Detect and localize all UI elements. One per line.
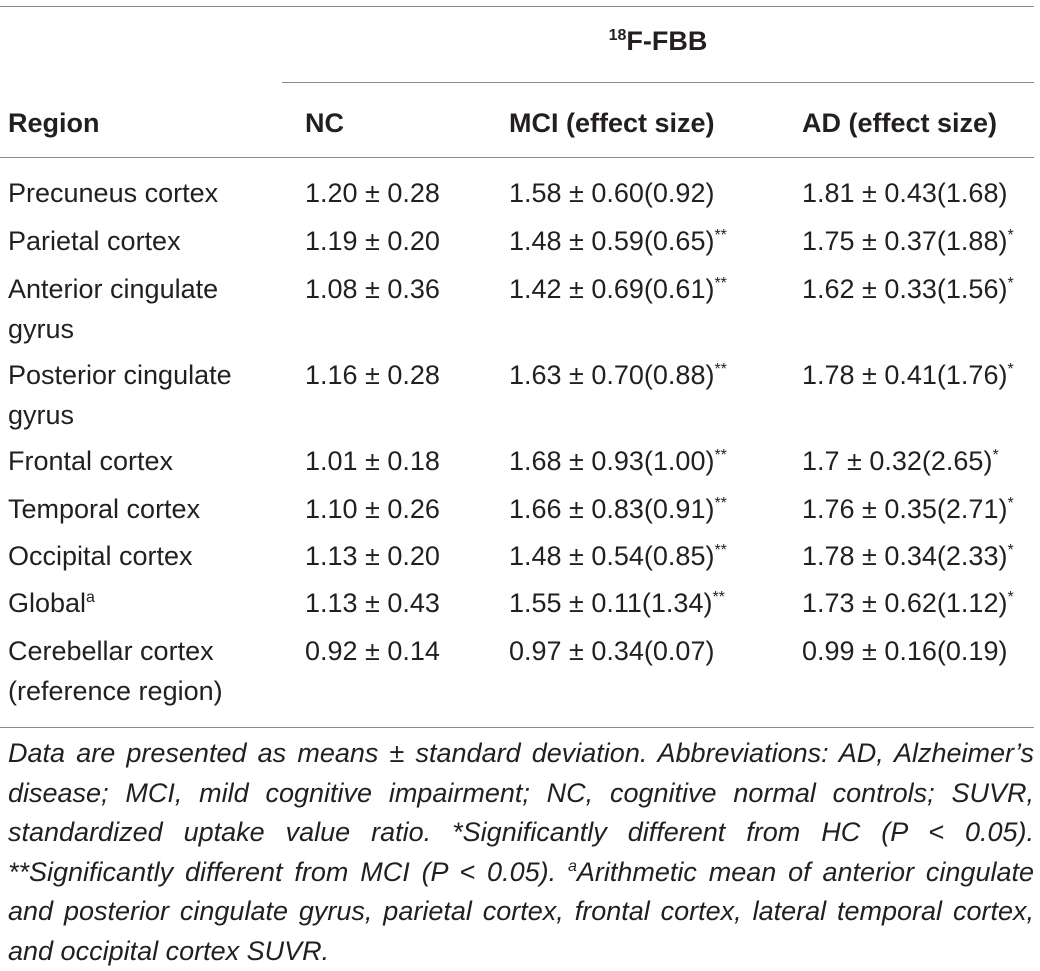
ad-significance-marker: * — [1007, 227, 1014, 244]
nc-value-cell: 0.92 ± 0.14 — [305, 636, 440, 666]
ad-value-cell — [802, 222, 1014, 262]
mci-value: 1.48 ± 0.59(0.65) — [509, 226, 715, 256]
mci-value: 1.42 ± 0.69(0.61) — [509, 274, 715, 304]
footnote-text-continued: Arithmetic mean of anterior cingulate and posterior cingulate gyrus, parietal cortex, frontal cortex, lateral temporal cortex, and occipital cortex SUVR. — [8, 856, 1034, 966]
region-label: Anterior cingulate gyrus — [8, 274, 219, 344]
region-label: Parietal cortex — [8, 226, 181, 256]
group-header-label: F-FBB — [626, 26, 708, 56]
nc-value-cell: 1.16 ± 0.28 — [305, 360, 440, 390]
region-label: Cerebellar cortex (reference region) — [8, 636, 223, 706]
ad-value-cell — [802, 632, 1007, 672]
ad-significance-marker: * — [1007, 275, 1014, 292]
ad-significance-marker: * — [992, 447, 999, 464]
region-cell — [8, 490, 288, 530]
ad-significance-marker: * — [1007, 542, 1014, 559]
mci-value: 1.68 ± 0.93(1.00) — [509, 446, 715, 476]
mci-significance-marker: ** — [714, 361, 727, 378]
region-footnote-marker: a — [86, 589, 95, 606]
region-label: Precuneus cortex — [8, 178, 219, 208]
table-bottom-rule — [0, 727, 1034, 728]
ad-value: 1.75 ± 0.37(1.88) — [802, 226, 1008, 256]
nc-value-cell: 1.13 ± 0.43 — [305, 588, 440, 618]
mci-significance-marker: ** — [712, 589, 725, 606]
mci-value: 1.48 ± 0.54(0.85) — [509, 541, 715, 571]
nc-value-cell: 1.19 ± 0.20 — [305, 226, 440, 256]
mci-value: 1.66 ± 0.83(0.91) — [509, 494, 715, 524]
mci-value-cell — [509, 632, 714, 672]
mci-significance-marker: ** — [714, 447, 727, 464]
mci-value: 0.97 ± 0.34(0.07) — [509, 636, 715, 666]
ad-value-cell — [802, 490, 1014, 530]
column-header-nc: NC — [305, 108, 344, 138]
region-label: Global — [8, 588, 87, 618]
region-cell — [8, 584, 288, 624]
column-header-mci: MCI (effect size) — [509, 108, 715, 138]
region-cell — [8, 442, 288, 482]
mci-value-cell — [509, 442, 727, 482]
mci-significance-marker: ** — [714, 542, 727, 559]
ad-value-cell — [802, 442, 999, 482]
ad-significance-marker: * — [1007, 589, 1014, 606]
ad-value-cell — [802, 584, 1014, 624]
nc-value-cell: 1.01 ± 0.18 — [305, 446, 440, 476]
region-cell — [8, 537, 288, 577]
nc-value-cell: 1.13 ± 0.20 — [305, 541, 440, 571]
ad-value: 1.78 ± 0.41(1.76) — [802, 360, 1008, 390]
header-bottom-rule — [0, 157, 1034, 158]
region-cell — [8, 632, 288, 711]
footnote-text: Data are presented as means ± standard deviation. Abbreviations: AD, Alzheimer’s disease; MCI, mild cognitive impairment; NC, cognitive normal controls; SUVR, standardized uptake value ratio. *Significantly different from HC (P < 0.05). **Significantly different from MCI (P < 0.05). — [8, 738, 1034, 887]
mci-value-cell — [509, 356, 727, 396]
ad-value-cell — [802, 356, 1014, 396]
ad-value: 1.78 ± 0.34(2.33) — [802, 541, 1008, 571]
ad-significance-marker: * — [1007, 495, 1014, 512]
ad-value-cell — [802, 174, 1007, 214]
ad-value: 1.73 ± 0.62(1.12) — [802, 588, 1008, 618]
region-label: Frontal cortex — [8, 446, 174, 476]
mci-significance-marker: ** — [714, 275, 727, 292]
region-cell — [8, 222, 288, 262]
mci-value-cell — [509, 270, 727, 310]
nc-value-cell: 1.10 ± 0.26 — [305, 494, 440, 524]
group-header-superscript: 18 — [608, 27, 627, 44]
ad-value: 1.81 ± 0.43(1.68) — [802, 178, 1008, 208]
mci-value-cell — [509, 584, 725, 624]
mci-value-cell — [509, 537, 727, 577]
mci-value-cell — [509, 174, 714, 214]
nc-value-cell: 1.08 ± 0.36 — [305, 274, 440, 304]
ad-value-cell — [802, 270, 1014, 310]
column-group-rule — [282, 82, 1034, 83]
region-label: Posterior cingulate gyrus — [8, 360, 232, 430]
region-cell — [8, 174, 288, 214]
mci-value-cell — [509, 490, 727, 530]
region-cell — [8, 270, 288, 349]
ad-value-cell — [802, 537, 1014, 577]
mci-value-cell — [509, 222, 727, 262]
region-label: Temporal cortex — [8, 494, 201, 524]
region-cell — [8, 356, 288, 435]
mci-significance-marker: ** — [714, 227, 727, 244]
mci-significance-marker: ** — [714, 495, 727, 512]
column-group-header — [282, 25, 1034, 57]
region-label: Occipital cortex — [8, 541, 193, 571]
table-top-rule — [0, 6, 1034, 7]
ad-value: 1.7 ± 0.32(2.65) — [802, 446, 993, 476]
column-header-region: Region — [8, 108, 100, 138]
mci-value: 1.63 ± 0.70(0.88) — [509, 360, 715, 390]
ad-value: 1.76 ± 0.35(2.71) — [802, 494, 1008, 524]
mci-value: 1.58 ± 0.60(0.92) — [509, 178, 715, 208]
mci-value: 1.55 ± 0.11(1.34) — [509, 588, 713, 618]
footnote-superscript: a — [567, 857, 577, 875]
ad-value: 1.62 ± 0.33(1.56) — [802, 274, 1008, 304]
ad-value: 0.99 ± 0.16(0.19) — [802, 636, 1008, 666]
ad-significance-marker: * — [1007, 361, 1014, 378]
table-footnote — [8, 734, 1034, 971]
column-header-ad: AD (effect size) — [802, 108, 998, 138]
nc-value-cell: 1.20 ± 0.28 — [305, 178, 440, 208]
